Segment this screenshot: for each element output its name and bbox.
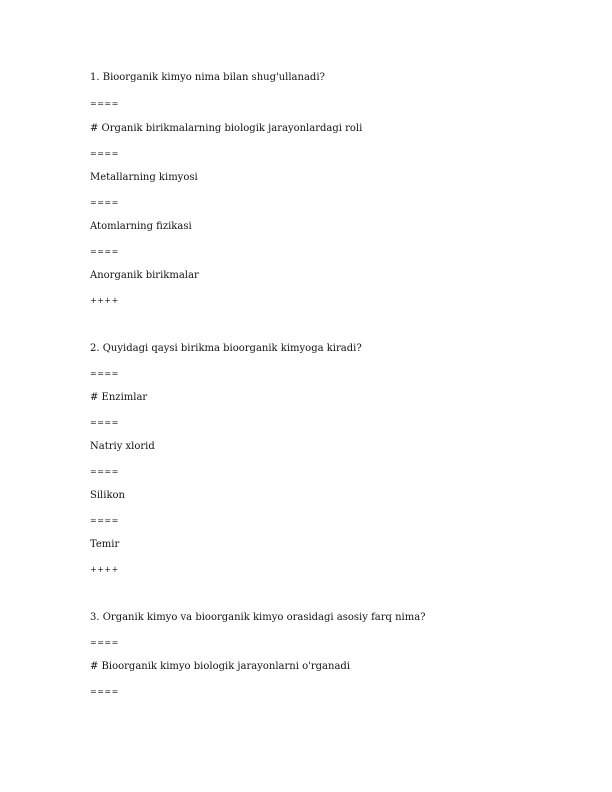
question-1-option-1: # Organik birikmalarning biologik jarayonlardagi roli: [90, 123, 363, 134]
separator: ====: [90, 247, 119, 256]
end-marker: ++++: [90, 296, 119, 305]
question-1-option-4: Anorganik birikmalar: [90, 270, 199, 281]
question-2-option-4: Temir: [90, 539, 120, 550]
question-2-option-1: # Enzimlar: [90, 392, 148, 403]
question-2-text: 2. Quyidagi qaysi birikma bioorganik kimyoga kiradi?: [90, 343, 362, 354]
separator: ====: [90, 467, 119, 476]
separator: ====: [90, 149, 119, 158]
question-1-option-3: Atomlarning fizikasi: [90, 221, 192, 232]
question-2-option-2: Natriy xlorid: [90, 441, 155, 452]
question-3-option-1: # Bioorganik kimyo biologik jarayonlarni o'rganadi: [90, 661, 351, 672]
question-2-option-3: Silikon: [90, 490, 125, 501]
question-1-text: 1. Bioorganik kimyo nima bilan shug'ullanadi?: [90, 72, 325, 83]
end-marker: ++++: [90, 565, 119, 574]
separator: ====: [90, 516, 119, 525]
separator: ====: [90, 418, 119, 427]
separator: ====: [90, 99, 119, 108]
question-3-text: 3. Organik kimyo va bioorganik kimyo orasidagi asosiy farq nima?: [90, 612, 426, 623]
separator: ====: [90, 638, 119, 647]
separator: ====: [90, 687, 119, 696]
separator: ====: [90, 369, 119, 378]
question-1-option-2: Metallarning kimyosi: [90, 172, 198, 183]
separator: ====: [90, 198, 119, 207]
